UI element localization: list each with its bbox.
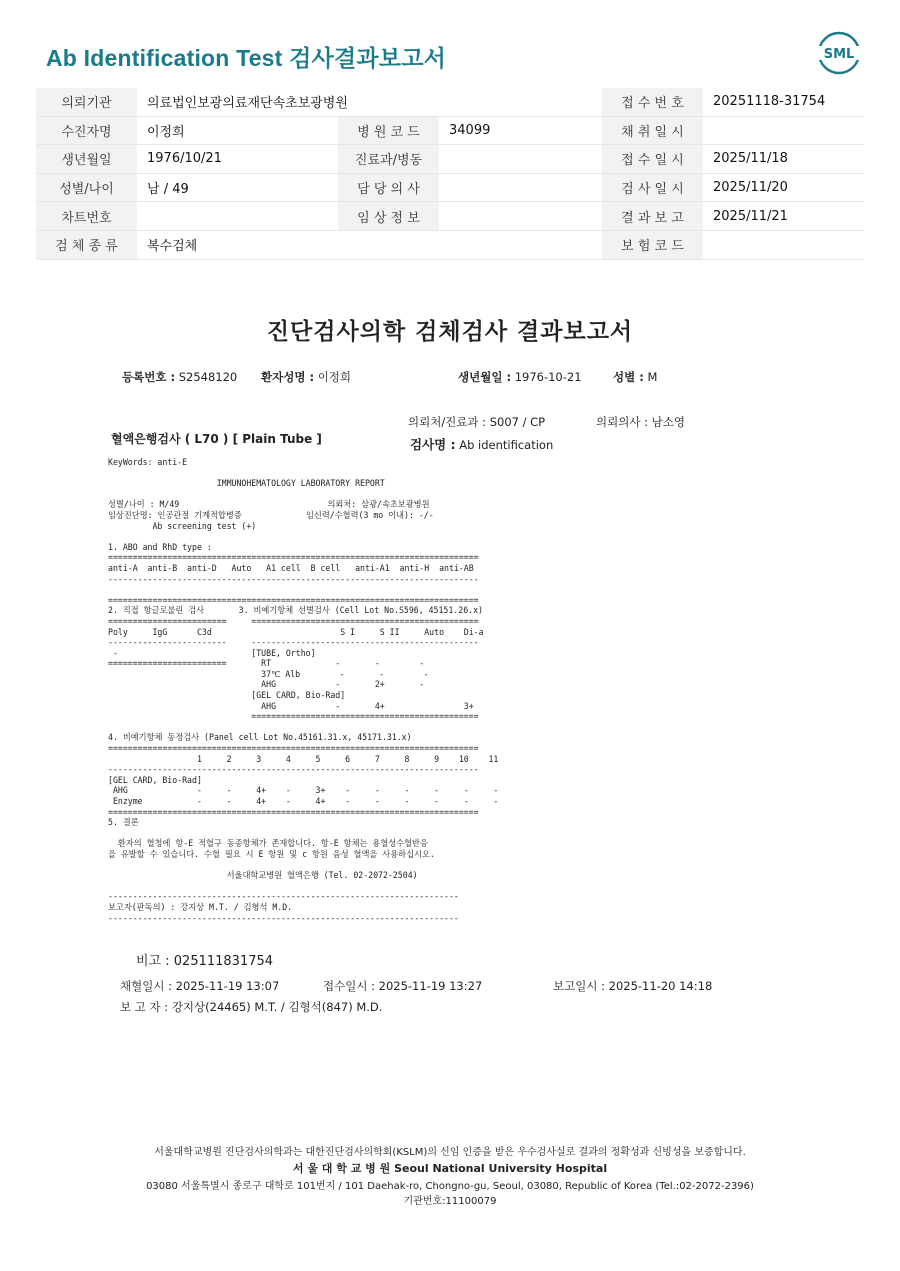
footer-institution-code: 기관번호:11100079 — [403, 1196, 497, 1207]
specimen-label: 검 체 종 류 — [36, 230, 137, 259]
info-row — [36, 116, 864, 145]
reported-field — [553, 978, 712, 994]
hospital-code-value: 34099 — [439, 116, 602, 145]
reporter-value: 강지상(24465) M.T. / 김형석(847) M.D. — [171, 1000, 383, 1014]
sex-field — [613, 369, 657, 385]
test-title: 혈액은행검사 ( L70 ) [ Plain Tube ] — [111, 432, 322, 446]
patient-label: 수진자명 — [36, 116, 137, 145]
patient-value: 이정희 — [137, 116, 338, 145]
sex-age-value: 남 / 49 — [137, 173, 338, 202]
reporter-field — [120, 999, 382, 1015]
immunohematology-report-body: KeyWords: anti-E IMMUNOHEMATOLOGY LABORATORY REPORT 성별/나이 : M/49 의뢰처: 삼광/속초보광병원 임상진단명: 인공관절 기계적합병증 임신력/수혈력(3 mo 이내): -/- Ab screening test (+) 1. ABO and RhD type : =========================================================================== anti-A anti-B anti-D Auto A1 cell B cell anti-A1 anti-H anti-AB --------------------------------------------------------------------------- =========================================================================== 2. 직접 항글로불린 검사 3. 비예기항체 선별검사 (Cell Lot No.S596, 45151.26.x) ======================== ============================================== Poly IgG C3d S I S II Auto Di-a ------------------------ ---------------------------------------------- - [TUBE, Ortho] ======================== RT - - - 37℃ Alb - - - AHG - 2+ - [GEL CARD, Bio-Rad] AHG - 4+ 3+ ============================================== 4. 비예기항체 동정검사 (Panel cell Lot No.45161.31.x, 45171.31.x) =========================================================================== 1 2 3 4 5 6 7 8 9 10 11 --------------------------------------------------------------------------- [GEL CARD, Bio-Rad] AHG - - 4+ - 3+ - - - - - - Enzyme - - 4+ - 4+ - - - - - - =========================================================================== 5. 결론 환자의 혈청에 항-E 적혈구 동종항체가 존재합니다. 항-E 항체는 용혈성수혈반응 을 유발할 수 있습니다. 수혈 필요 시 E 항원 및 c 항원 음성 혈액을 사용하십시오. 서울대학교병원 혈액은행 (Tel. 02-2072-2504) ----------------------------------------------------------------------- 보고자(판독의) : 강지상 M.T. / 김형석 M.D. ----------------------------------------------------------------------- — [108, 457, 499, 923]
collect-date-label: 채 취 일 시 — [602, 116, 703, 145]
collect-field — [120, 978, 279, 994]
patient-name-field — [261, 369, 351, 385]
reg-no-value: S2548120 — [178, 370, 238, 384]
collect-value: 2025-11-19 13:07 — [175, 979, 280, 993]
reported-value: 2025-11-20 14:18 — [608, 979, 713, 993]
test-date-value: 2025/11/20 — [703, 173, 864, 202]
report-sex-label: 성별 : — [613, 370, 644, 384]
page-title: Ab Identification Test 검사결과보고서 — [46, 45, 447, 71]
hospital-code-label: 병 원 코 드 — [338, 116, 439, 145]
chart-label: 차트번호 — [36, 202, 137, 231]
receipt-date-value: 2025/11/18 — [703, 145, 864, 174]
remark-field — [136, 950, 273, 969]
receipt-label: 접수일시 : — [323, 979, 375, 993]
doctor-value — [439, 173, 602, 202]
info-row — [36, 202, 864, 231]
footer-hospital-name: 서 울 대 학 교 병 원 Seoul National University Hospital — [292, 1162, 608, 1175]
referral-dept: 의뢰처/진료과 : S007 / CP — [408, 415, 546, 429]
reporter-label: 보 고 자 : — [120, 1000, 169, 1014]
report-birth-value: 1976-10-21 — [514, 370, 582, 384]
footer-accreditation: 서울대학교병원 진단검사의학과는 대한진단검사의학회(KSLM)의 신임 인증을 받은 우수검사실로 결과의 정확성과 신빙성을 보증합니다. — [154, 1147, 746, 1158]
sex-age-label: 성별/나이 — [36, 173, 137, 202]
patient-name-label: 환자성명 : — [261, 370, 315, 384]
referral-doctor: 의뢰의사 : 남소영 — [596, 415, 685, 429]
chart-value — [137, 202, 338, 231]
report-sex-value: M — [647, 370, 658, 384]
test-name-field — [410, 435, 553, 453]
receipt-date-label: 접 수 일 시 — [602, 145, 703, 174]
receipt-no-label: 접 수 번 호 — [602, 88, 703, 116]
logo-text: SML — [823, 47, 855, 62]
report-birth-label: 생년월일 : — [458, 370, 512, 384]
birth-value: 1976/10/21 — [137, 145, 338, 174]
specimen-value: 복수검체 — [137, 230, 602, 259]
collect-label: 채혈일시 : — [120, 979, 172, 993]
dept-value — [439, 145, 602, 174]
clinical-value — [439, 202, 602, 231]
report-date-value: 2025/11/21 — [703, 202, 864, 231]
info-row — [36, 145, 864, 174]
reg-no-field — [122, 369, 237, 385]
report-title: 진단검사의학 검체검사 결과보고서 — [266, 319, 634, 345]
institution-label: 의뢰기관 — [36, 88, 137, 116]
collect-date-value — [703, 116, 864, 145]
birth-field — [458, 369, 582, 385]
dept-label: 진료과/병동 — [338, 145, 439, 174]
remark-value: 025111831754 — [173, 954, 274, 969]
remark-label: 비고 : — [136, 954, 170, 969]
birth-label: 생년월일 — [36, 145, 137, 174]
test-date-label: 검 사 일 시 — [602, 173, 703, 202]
receipt-value: 2025-11-19 13:27 — [378, 979, 483, 993]
info-row — [36, 230, 864, 259]
institution-value: 의료법인보광의료재단속초보광병원 — [137, 88, 602, 116]
receipt-no-value: 20251118-31754 — [703, 88, 864, 116]
patient-name-value: 이정희 — [317, 370, 352, 384]
receipt-field — [323, 978, 482, 994]
patient-info-table — [36, 88, 864, 260]
footer-address: 03080 서울특별시 종로구 대학로 101번지 / 101 Daehak-ro, Chongno-gu, Seoul, 03080, Republic of Korea (Tel.:02-2072-2396) — [146, 1181, 754, 1192]
info-row — [36, 173, 864, 202]
sml-logo — [816, 30, 862, 76]
reported-label: 보고일시 : — [553, 979, 605, 993]
reg-no-label: 등록번호 : — [122, 370, 176, 384]
clinical-label: 임 상 정 보 — [338, 202, 439, 231]
test-name-value: Ab identification — [459, 438, 554, 452]
report-date-label: 결 과 보 고 — [602, 202, 703, 231]
info-row — [36, 88, 864, 116]
insurance-value — [703, 230, 864, 259]
test-name-label: 검사명 : — [410, 437, 456, 452]
doctor-label: 담 당 의 사 — [338, 173, 439, 202]
insurance-label: 보 험 코 드 — [602, 230, 703, 259]
